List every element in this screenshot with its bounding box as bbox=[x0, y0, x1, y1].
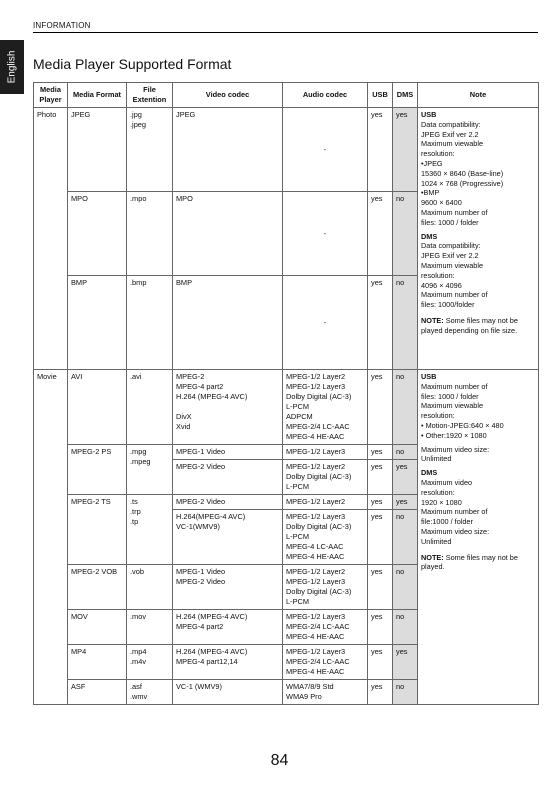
audio-cell: - bbox=[283, 192, 368, 276]
page-title: Media Player Supported Format bbox=[33, 56, 232, 72]
note-usb-heading: USB bbox=[421, 110, 437, 119]
note-remark bbox=[421, 316, 535, 336]
language-label: English bbox=[6, 50, 18, 84]
extension-cell: .vob bbox=[127, 565, 173, 610]
col-header-usb: USB bbox=[368, 83, 393, 108]
format-cell: JPEG bbox=[68, 108, 127, 192]
usb-cell: yes bbox=[368, 192, 393, 276]
dms-cell: yes bbox=[393, 645, 418, 680]
page-number: 84 bbox=[270, 752, 289, 769]
usb-cell: yes bbox=[368, 645, 393, 680]
format-cell: MP4 bbox=[68, 645, 127, 680]
video-list-b: DivX Xvid bbox=[176, 412, 192, 431]
audio-cell: MPEG-1/2 Layer3 Dolby Digital (AC-3) L-PCM MPEG-4 LC-AAC MPEG-4 HE-AAC bbox=[283, 510, 368, 565]
col-header-note: Note bbox=[418, 83, 539, 108]
format-cell: MPEG-2 VOB bbox=[68, 565, 127, 610]
language-tab bbox=[0, 40, 24, 94]
video-cell: MPEG-1 Video bbox=[173, 445, 283, 460]
note-text: Some files may not be played. bbox=[421, 552, 518, 572]
note-usb-body: Data compatibility: JPEG Exif ver 2.2 Maximum viewable resolution: bbox=[421, 119, 484, 159]
note-usb-tail: Maximum number of files: 1000 / folder bbox=[421, 207, 488, 227]
video-cell: BMP bbox=[173, 276, 283, 370]
format-cell: MOV bbox=[68, 610, 127, 645]
note-remark bbox=[421, 553, 535, 573]
video-cell: VC-1 (WMV9) bbox=[173, 680, 283, 705]
note-jpeg-item: •JPEG 15360 × 8640 (Base-line) 1024 × 768 (Progressive) bbox=[421, 158, 504, 188]
video-cell: H.264 (MPEG-4 AVC) MPEG-4 part2 bbox=[173, 610, 283, 645]
audio-cell: WMA7/8/9 Std WMA9 Pro bbox=[283, 680, 368, 705]
video-cell bbox=[173, 370, 283, 445]
col-header-dms: DMS bbox=[393, 83, 418, 108]
player-cell: Photo bbox=[34, 108, 68, 370]
note-dms-heading: DMS bbox=[421, 231, 438, 241]
usb-cell: yes bbox=[368, 108, 393, 192]
col-header-format: Media Format bbox=[68, 83, 127, 108]
col-header-video: Video codec bbox=[173, 83, 283, 108]
dms-cell: no bbox=[393, 680, 418, 705]
video-cell: MPEG-1 Video MPEG-2 Video bbox=[173, 565, 283, 610]
usb-cell: yes bbox=[368, 445, 393, 460]
dms-cell: yes bbox=[393, 108, 418, 192]
extension-cell: .mp4 .m4v bbox=[127, 645, 173, 680]
format-cell: AVI bbox=[68, 370, 127, 445]
note-usb-heading: USB bbox=[421, 372, 437, 381]
usb-cell: yes bbox=[368, 460, 393, 495]
dms-cell: no bbox=[393, 276, 418, 370]
extension-cell: .ts .trp .tp bbox=[127, 495, 173, 565]
note-label: NOTE: bbox=[421, 315, 444, 325]
note-bmp-item: •BMP 9600 × 6400 bbox=[421, 188, 462, 208]
section-header bbox=[33, 18, 538, 33]
usb-cell: yes bbox=[368, 370, 393, 445]
usb-cell: yes bbox=[368, 510, 393, 565]
dms-cell: no bbox=[393, 510, 418, 565]
note-item-mjpeg: • Motion-JPEG:640 × 480 bbox=[421, 420, 504, 430]
dms-cell: no bbox=[393, 192, 418, 276]
table-row bbox=[34, 370, 539, 445]
format-cell: ASF bbox=[68, 680, 127, 705]
usb-cell: yes bbox=[368, 565, 393, 610]
note-item-other: • Other:1920 × 1080 bbox=[421, 430, 487, 440]
dms-cell: no bbox=[393, 565, 418, 610]
player-cell: Movie bbox=[34, 370, 68, 705]
note-dms-body: Data compatibility: JPEG Exif ver 2.2 Maximum viewable resolution: 4096 × 4096 Maximum number of files: 1000/folder bbox=[421, 241, 488, 310]
video-cell: MPEG-2 Video bbox=[173, 495, 283, 510]
audio-cell: - bbox=[283, 276, 368, 370]
note-cell-movie bbox=[418, 370, 539, 705]
extension-cell: .mov bbox=[127, 610, 173, 645]
header-label: INFORMATION bbox=[33, 21, 91, 30]
dms-cell: no bbox=[393, 610, 418, 645]
extension-cell: .jpg .jpeg bbox=[127, 108, 173, 192]
usb-cell: yes bbox=[368, 680, 393, 705]
note-cell-photo bbox=[418, 108, 539, 370]
format-table bbox=[33, 82, 539, 705]
col-header-extension: File Extention bbox=[127, 83, 173, 108]
video-cell: JPEG bbox=[173, 108, 283, 192]
note-dms-body: Maximum video resolution: 1920 × 1080 Maximum number of file:1000 / folder Maximum video size: Unlimited bbox=[421, 477, 490, 546]
format-cell: MPEG-2 PS bbox=[68, 445, 127, 495]
col-header-audio: Audio codec bbox=[283, 83, 368, 108]
note-dms-heading: DMS bbox=[421, 468, 438, 478]
note-usb-tail: Maximum video size: Unlimited bbox=[421, 444, 490, 464]
video-cell: MPO bbox=[173, 192, 283, 276]
audio-cell: - bbox=[283, 108, 368, 192]
dms-cell: yes bbox=[393, 460, 418, 495]
audio-cell: MPEG-1/2 Layer3 MPEG-2/4 LC-AAC MPEG-4 HE-AAC bbox=[283, 610, 368, 645]
video-cell: H.264 (MPEG-4 AVC) MPEG-4 part12,14 bbox=[173, 645, 283, 680]
format-cell: MPO bbox=[68, 192, 127, 276]
note-label: NOTE: bbox=[421, 552, 444, 562]
dms-cell: yes bbox=[393, 495, 418, 510]
extension-cell: .mpo bbox=[127, 192, 173, 276]
audio-cell: MPEG-1/2 Layer2 Dolby Digital (AC-3) L-PCM bbox=[283, 460, 368, 495]
audio-cell: MPEG-1/2 Layer3 bbox=[283, 445, 368, 460]
video-list-a: MPEG-2 MPEG-4 part2 H.264 (MPEG-4 AVC) bbox=[176, 372, 248, 401]
video-cell: MPEG-2 Video bbox=[173, 460, 283, 495]
extension-cell: .avi bbox=[127, 370, 173, 445]
audio-cell: MPEG-1/2 Layer2 MPEG-1/2 Layer3 Dolby Digital (AC-3) L-PCM ADPCM MPEG-2/4 LC-AAC MPEG-4 HE-AAC bbox=[283, 370, 368, 445]
audio-cell: MPEG-1/2 Layer3 MPEG-2/4 LC-AAC MPEG-4 HE-AAC bbox=[283, 645, 368, 680]
table-row bbox=[34, 108, 539, 192]
dms-cell: no bbox=[393, 445, 418, 460]
video-cell: H.264(MPEG-4 AVC) VC-1(WMV9) bbox=[173, 510, 283, 565]
note-usb-body: Maximum number of files: 1000 / folder Maximum viewable resolution: bbox=[421, 381, 488, 421]
extension-cell: .asf .wmv bbox=[127, 680, 173, 705]
usb-cell: yes bbox=[368, 610, 393, 645]
format-cell: BMP bbox=[68, 276, 127, 370]
note-text: Some files may not be played depending on file size. bbox=[421, 315, 518, 335]
col-header-player: Media Player bbox=[34, 83, 68, 108]
audio-cell: MPEG-1/2 Layer2 MPEG-1/2 Layer3 Dolby Digital (AC-3) L-PCM bbox=[283, 565, 368, 610]
dms-cell: no bbox=[393, 370, 418, 445]
audio-cell: MPEG-1/2 Layer2 bbox=[283, 495, 368, 510]
usb-cell: yes bbox=[368, 276, 393, 370]
extension-cell: .mpg .mpeg bbox=[127, 445, 173, 495]
header-row bbox=[34, 83, 539, 108]
usb-cell: yes bbox=[368, 495, 393, 510]
extension-cell: .bmp bbox=[127, 276, 173, 370]
format-cell: MPEG-2 TS bbox=[68, 495, 127, 565]
